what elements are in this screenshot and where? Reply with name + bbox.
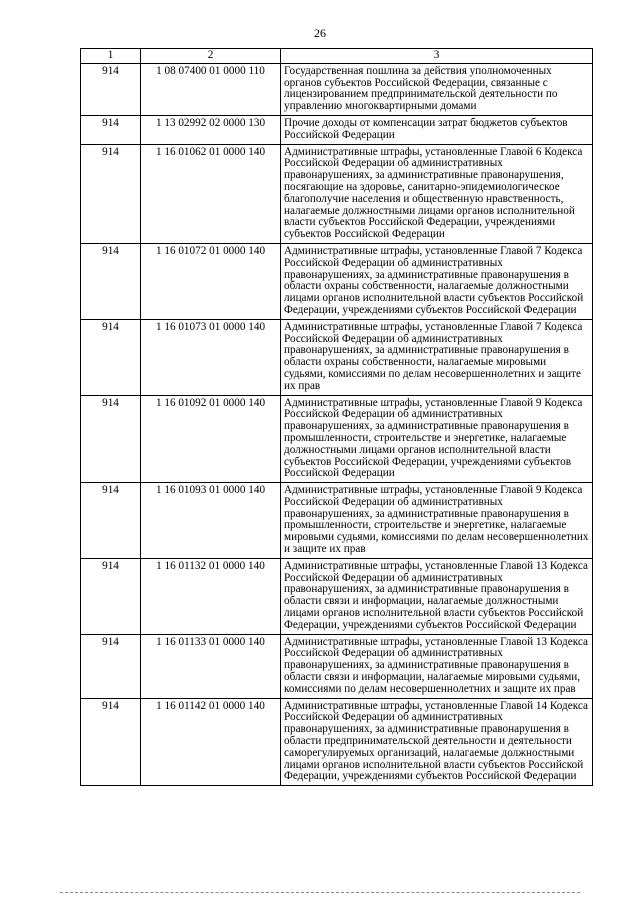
- income-code-cell: 1 16 01132 01 0000 140: [141, 558, 281, 634]
- table-row: [81, 634, 593, 698]
- table-header-row: [81, 49, 593, 64]
- column-header-1: 1: [81, 49, 141, 64]
- administrator-code-cell: 914: [81, 634, 141, 698]
- page-number: 26: [314, 26, 326, 40]
- administrator-code-cell: 914: [81, 483, 141, 559]
- administrator-code-cell: 914: [81, 558, 141, 634]
- income-name-cell: Административные штрафы, установленные Главой 14 Кодекса Российской Федерации об административных правонарушениях, за административные правонарушения в области предпринимательской деятельности и деятельности саморегулируемых организаций, налагаемые должностными лицами органов исполнительной власти субъектов Российской Федерации, учреждениями субъектов Российской Федерации: [281, 698, 593, 786]
- column-header-3: 3: [281, 49, 593, 64]
- income-code-cell: 1 16 01073 01 0000 140: [141, 319, 281, 395]
- table-row: [81, 698, 593, 786]
- income-name-cell: Административные штрафы, установленные Главой 13 Кодекса Российской Федерации об административных правонарушениях, за административные правонарушения в области связи и информации, налагаемые мировыми судьями, комиссиями по делам несовершеннолетних и защите их прав: [281, 634, 593, 698]
- table-row: [81, 319, 593, 395]
- income-code-cell: 1 08 07400 01 0000 110: [141, 63, 281, 115]
- administrator-code-cell: 914: [81, 319, 141, 395]
- income-codes-table: [80, 48, 593, 786]
- income-name-cell: Административные штрафы, установленные Главой 9 Кодекса Российской Федерации об административных правонарушениях, за административные правонарушения в промышленности, строительстве и энергетике, налагаемые должностными лицами органов исполнительной власти субъектов Российской Федерации, учреждениями субъектов Российской Федерации: [281, 395, 593, 483]
- income-code-cell: 1 16 01072 01 0000 140: [141, 243, 281, 319]
- income-code-cell: 1 16 01092 01 0000 140: [141, 395, 281, 483]
- table-row: [81, 395, 593, 483]
- income-code-cell: 1 16 01062 01 0000 140: [141, 144, 281, 243]
- income-name-cell: Административные штрафы, установленные Главой 9 Кодекса Российской Федерации об административных правонарушениях, за административные правонарушения в промышленности, строительстве и энергетике, налагаемые мировыми судьями, комиссиями по делам несовершеннолетних и защите их прав: [281, 483, 593, 559]
- table-row: [81, 63, 593, 115]
- income-name-cell: Государственная пошлина за действия уполномоченных органов субъектов Российской Федерации, связанные с лицензированием предпринимательской деятельности по управлению многоквартирными домами: [281, 63, 593, 115]
- table-row: [81, 558, 593, 634]
- administrator-code-cell: 914: [81, 144, 141, 243]
- income-code-cell: 1 16 01093 01 0000 140: [141, 483, 281, 559]
- table-row: [81, 483, 593, 559]
- scan-bottom-edge-line: [60, 892, 580, 893]
- administrator-code-cell: 914: [81, 115, 141, 144]
- administrator-code-cell: 914: [81, 243, 141, 319]
- income-code-cell: 1 13 02992 02 0000 130: [141, 115, 281, 144]
- income-name-cell: Административные штрафы, установленные Главой 6 Кодекса Российской Федерации об административных правонарушениях, за административные правонарушения, посягающие на здоровье, санитарно-эпидемиологическое благополучие населения и общественную нравственность, налагаемые должностными лицами органов исполнительной власти субъектов Российской Федерации, учреждениями субъектов Российской Федерации: [281, 144, 593, 243]
- table-row: [81, 144, 593, 243]
- income-codes-table-container: [80, 48, 592, 786]
- column-header-2: 2: [141, 49, 281, 64]
- income-code-cell: 1 16 01142 01 0000 140: [141, 698, 281, 786]
- table-row: [81, 115, 593, 144]
- income-code-cell: 1 16 01133 01 0000 140: [141, 634, 281, 698]
- income-name-cell: Административные штрафы, установленные Главой 7 Кодекса Российской Федерации об административных правонарушениях, за административные правонарушения в области охраны собственности, налагаемые мировыми судьями, комиссиями по делам несовершеннолетних и защите их прав: [281, 319, 593, 395]
- income-name-cell: Административные штрафы, установленные Главой 7 Кодекса Российской Федерации об административных правонарушениях, за административные правонарушения в области охраны собственности, налагаемые должностными лицами органов исполнительной власти субъектов Российской Федерации, учреждениями субъектов Российской Федерации: [281, 243, 593, 319]
- administrator-code-cell: 914: [81, 63, 141, 115]
- table-row: [81, 243, 593, 319]
- administrator-code-cell: 914: [81, 698, 141, 786]
- administrator-code-cell: 914: [81, 395, 141, 483]
- income-name-cell: Административные штрафы, установленные Главой 13 Кодекса Российской Федерации об административных правонарушениях, за административные правонарушения в области связи и информации, налагаемые должностными лицами органов исполнительной власти субъектов Российской Федерации, учреждениями субъектов Российской Федерации: [281, 558, 593, 634]
- income-name-cell: Прочие доходы от компенсации затрат бюджетов субъектов Российской Федерации: [281, 115, 593, 144]
